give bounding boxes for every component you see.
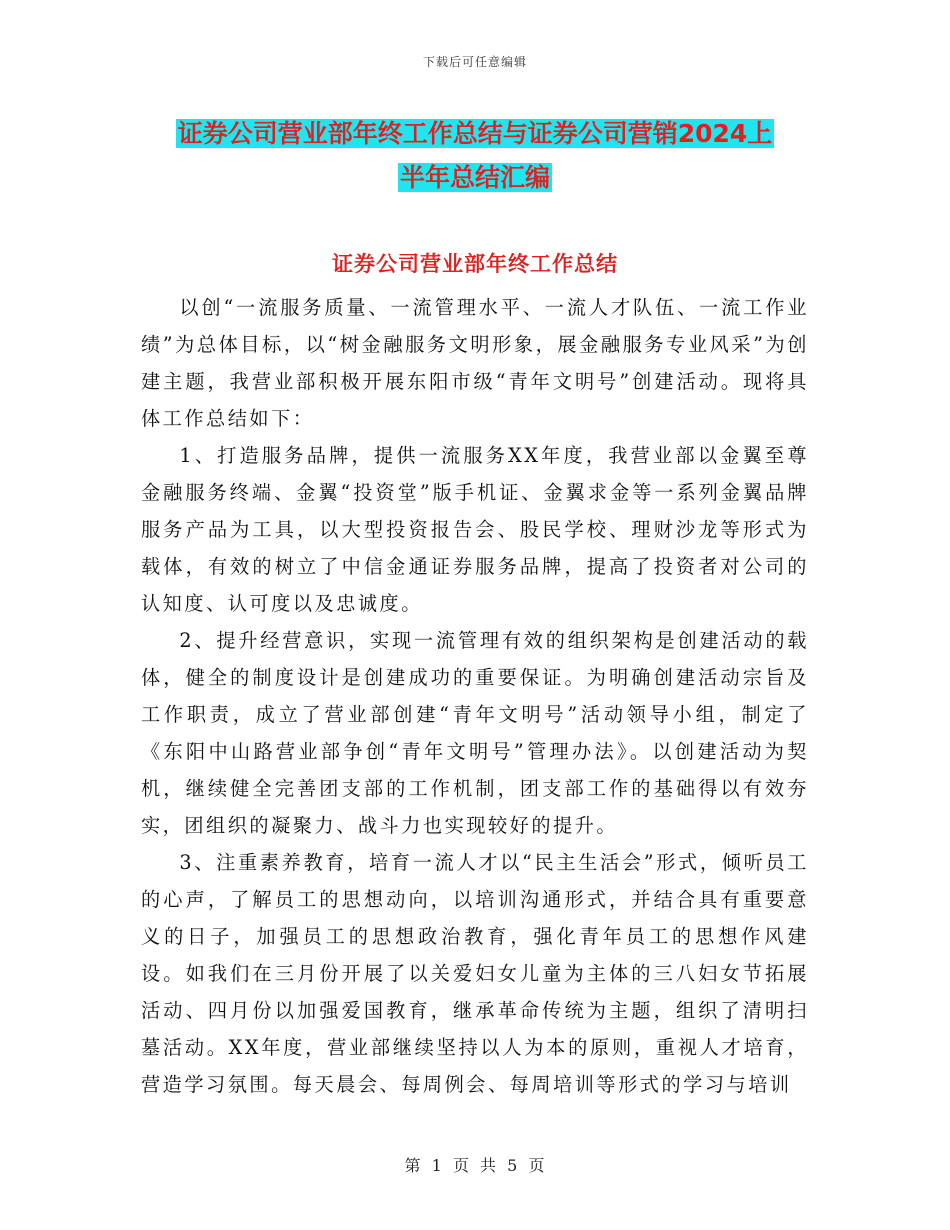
document-title-line-1: 证券公司营业部年终工作总结与证券公司营销2024上 (177, 119, 773, 148)
footer-total-pages: 5 (507, 1156, 519, 1175)
footer-total-suffix: 页 (528, 1156, 546, 1175)
paragraph-3: 3、注重素养教育，培育一流人才以“民主生活会”形式，倾听员工的心声，了解员工的思想动向，以培训沟通形式，并结合具有重要意义的日子，加强员工的思想政治教育，强化青年员工的思想作风建设。如我们在三月份开展了以关爱妇女儿童为主体的三八妇女节拓展活动、四月份以加强爱国教育，继承革命传统为主题，组织了清明扫墓活动。XX年度，营业部继续坚持以人为本的原则，重视人才培育，营造学习氛围。每天晨会、每周例会、每周培训等形式的学习与培训 (141, 851, 809, 1096)
footer-page-number: 1 (431, 1156, 443, 1175)
footer-total-prefix: 共 (480, 1156, 498, 1175)
footer-page-prefix: 第 (404, 1156, 422, 1175)
section-title: 证券公司营业部年终工作总结 (332, 252, 618, 276)
page-header: 下载后可任意编辑 (422, 55, 527, 69)
body-content (141, 289, 809, 1103)
paragraph-intro: 以创“一流服务质量、一流管理水平、一流人才队伍、一流工作业绩”为总体目标，以“树金融服务文明形象，展金融服务专业风采”为创建主题，我营业部积极开展东阳市级“青年文明号”创建活动。现将具体工作总结如下： (141, 296, 809, 430)
paragraph-1: 1、打造服务品牌，提供一流服务XX年度，我营业部以金翼至尊金融服务终端、金翼“投资堂”版手机证、金翼求金等一系列金翼品牌服务产品为工具，以大型投资报告会、股民学校、理财沙龙等形式为载体，有效的树立了中信金通证券服务品牌，提高了投资者对公司的认知度、认可度以及忠诚度。 (141, 444, 809, 615)
footer-page-mid: 页 (452, 1156, 470, 1175)
document-title-line-2: 半年总结汇编 (399, 163, 550, 192)
document-title (140, 112, 810, 200)
page-footer (0, 1153, 950, 1176)
paragraph-2: 2、提升经营意识，实现一流管理有效的组织架构是创建活动的载体，健全的制度设计是创建成功的重要保证。为明确创建活动宗旨及工作职责，成立了营业部创建“青年文明号”活动领导小组，制定了《东阳中山路营业部争创“青年文明号”管理办法》。以创建活动为契机，继续健全完善团支部的工作机制，团支部工作的基础得以有效夯实，团组织的凝聚力、战斗力也实现较好的提升。 (141, 629, 809, 837)
